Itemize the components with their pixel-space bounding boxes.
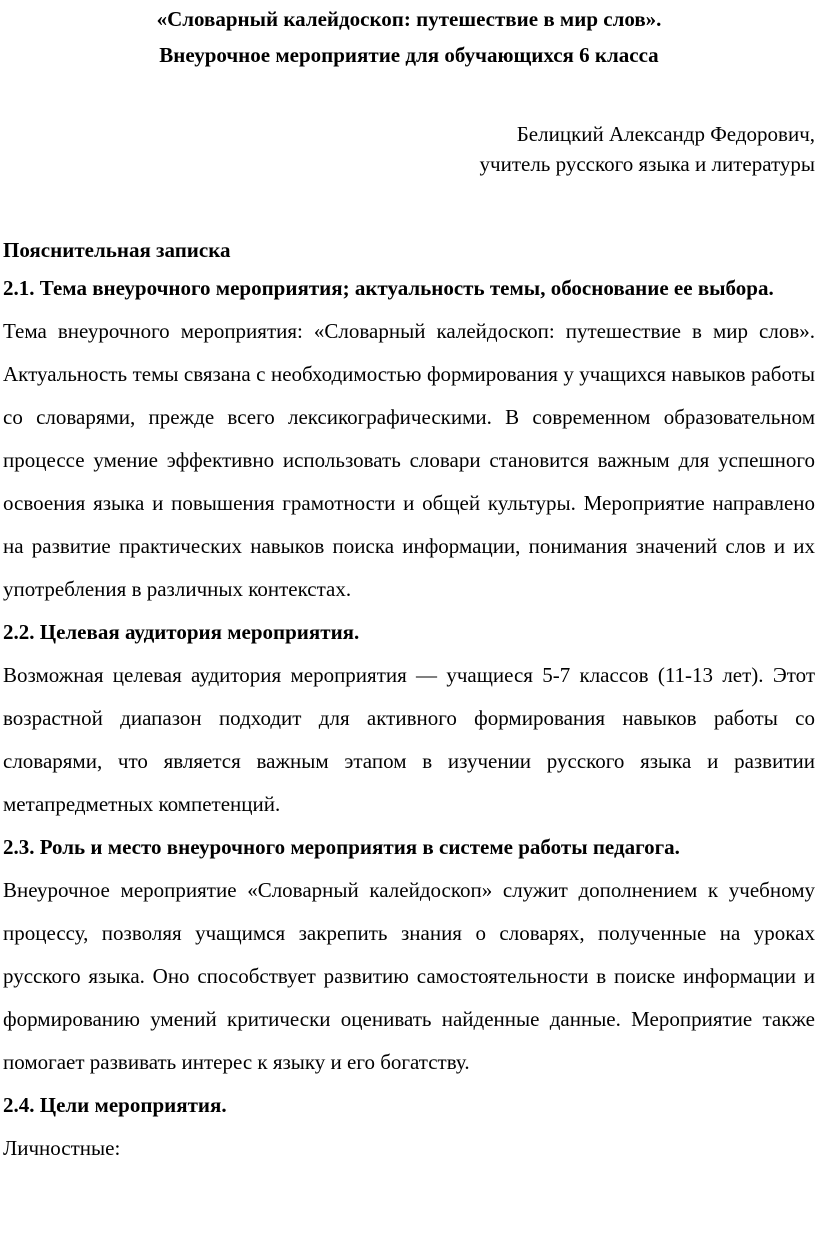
document-title-line-2: Внеурочное мероприятие для обучающихся 6 класса <box>159 43 659 67</box>
section-paragraph: Возможная целевая аудитория мероприятия — учащиеся 5-7 классов (11-13 лет). Этот возрастной диапазон подходит для активного формирования навыков работы со словарями, что является важным этапом в изучении русского языка и развитии метапредметных компетенций. <box>3 663 815 816</box>
section-paragraph: Личностные: <box>3 1136 121 1160</box>
author-block <box>3 119 815 179</box>
author-role: учитель русского языка и литературы <box>479 152 815 176</box>
section-paragraph: Тема внеурочного мероприятия: «Словарный калейдоскоп: путешествие в мир слов». Актуальность темы связана с необходимостью формирования у учащихся навыков работы со словарями, прежде всего лексикографическими. В современном образовательном процессе умение эффективно использовать словари становится важным для успешного освоения языка и повышения грамотности и общей культуры. Мероприятие направлено на развитие практических навыков поиска информации, понимания значений слов и их употребления в различных контекстах. <box>3 319 815 601</box>
section-2-3 <box>3 826 815 1084</box>
explanatory-note-heading: Пояснительная записка <box>3 238 231 262</box>
section-heading: 2.1. Тема внеурочного мероприятия; актуальность темы, обоснование ее выбора. <box>3 276 774 300</box>
document-header <box>3 2 815 179</box>
section-heading: 2.4. Цели мероприятия. <box>3 1093 227 1117</box>
section-heading: 2.2. Целевая аудитория мероприятия. <box>3 620 360 644</box>
section-2-4 <box>3 1084 815 1170</box>
document-title-line-1: «Словарный калейдоскоп: путешествие в мир слов». <box>156 7 662 31</box>
section-paragraph: Внеурочное мероприятие «Словарный калейдоскоп» служит дополнением к учебному процессу, позволяя учащимся закрепить знания о словарях, полученные на уроках русского языка. Оно способствует развитию самостоятельности в поиске информации и формированию умений критически оценивать найденные данные. Мероприятие также помогает развивать интерес к языку и его богатству. <box>3 878 815 1074</box>
section-heading: 2.3. Роль и место внеурочного мероприятия в системе работы педагога. <box>3 835 680 859</box>
section-2-1 <box>3 267 815 611</box>
section-2-2 <box>3 611 815 826</box>
author-name: Белицкий Александр Федорович, <box>516 122 815 146</box>
